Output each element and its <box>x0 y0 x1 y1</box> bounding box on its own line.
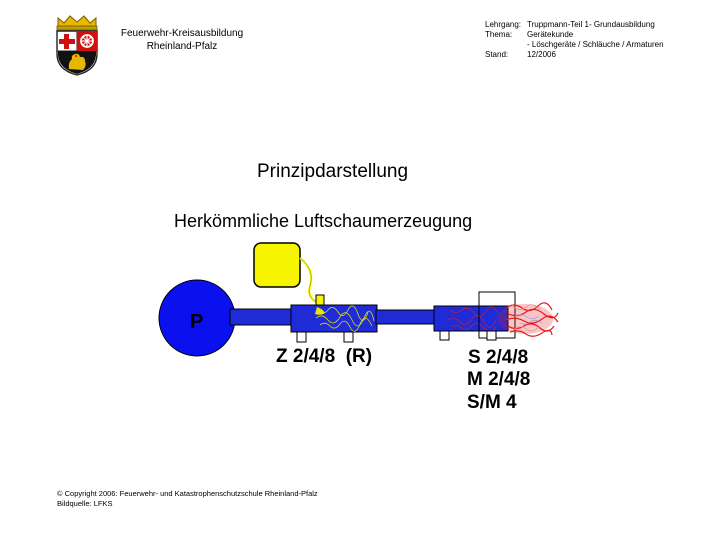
date-label: Stand: <box>485 50 509 59</box>
organization-heading <box>100 27 264 53</box>
copyright-text: © Copyright 2006: Feuerwehr- und Katastrophenschutzschule Rheinland-Pfalz <box>57 489 318 498</box>
footer <box>57 489 477 509</box>
course-value: Truppmann-Teil 1- Grundausbildung <box>527 20 655 29</box>
date-value: 12/2006 <box>527 50 556 59</box>
date-row <box>485 50 717 60</box>
nozzle-label-2: M 2/4/8 <box>467 369 531 390</box>
nozzle-label-3: S/M 4 <box>467 392 517 413</box>
image-source-text: Bildquelle: LFKS <box>57 499 113 508</box>
topic-value: Gerätekunde <box>527 30 574 39</box>
organization-line-2: Rheinland-Pfalz <box>146 41 218 52</box>
slide-title: Prinzipdarstellung <box>257 161 409 182</box>
course-metadata <box>485 20 717 60</box>
topic-row <box>485 30 717 40</box>
hose <box>376 310 435 324</box>
topic-label: Thema: <box>485 30 513 39</box>
course-label: Lehrgang: <box>485 20 522 29</box>
nozzle-label-1: S 2/4/8 <box>468 347 529 368</box>
topic-row-2 <box>485 40 717 50</box>
foam-canister <box>254 243 300 287</box>
inductor-label: Z 2/4/8 (R) <box>276 346 373 367</box>
slide-subtitle: Herkömmliche Luftschaumerzeugung <box>174 211 473 231</box>
topic-value-2: - Löschgeräte / Schläuche / Armaturen <box>527 40 664 49</box>
organization-line-1: Feuerwehr-Kreisausbildung <box>120 28 244 39</box>
pump-label: P <box>190 311 204 333</box>
course-row <box>485 20 717 30</box>
coat-of-arms-icon <box>52 14 102 76</box>
